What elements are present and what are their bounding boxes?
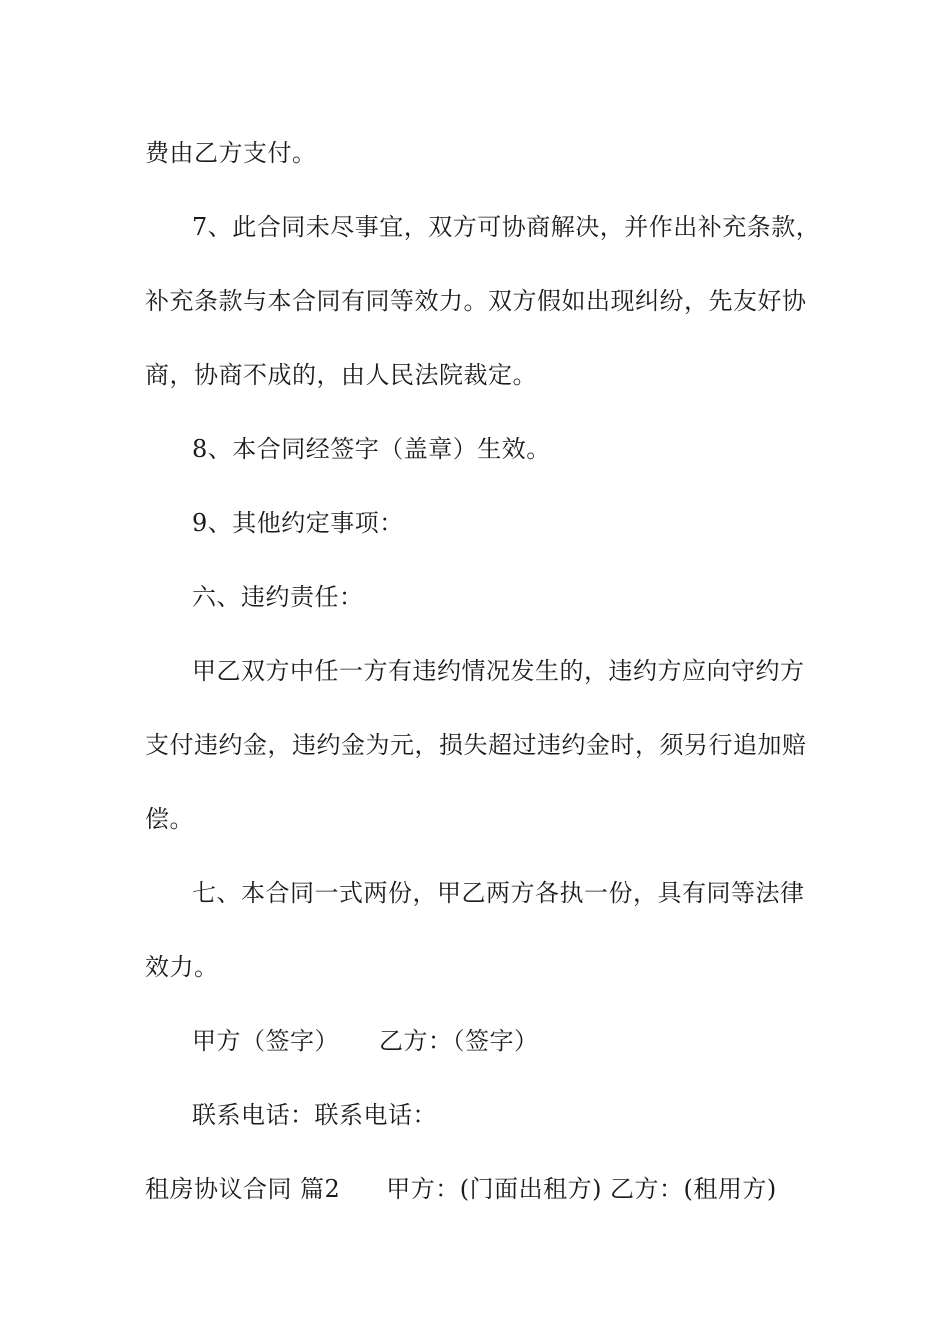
clause-7-line: 7、此合同未尽事宜，双方可协商解决，并作出补充条款， <box>192 213 821 241</box>
signature-line <box>192 1026 539 1056</box>
clause-8-line: 8、本合同经签字（盖章）生效。 <box>192 435 551 463</box>
clause-7-line: 补充条款与本合同有同等效力。双方假如出现纠纷，先友好协 <box>145 287 807 315</box>
lessor-label: 甲方：(门面出租方) <box>386 1175 603 1203</box>
section-heading: 六、违约责任： <box>192 583 364 611</box>
section-label: 篇2 <box>300 1175 341 1203</box>
copies-paragraph-line: 七、本合同一式两份，甲乙两方各执一份，具有同等法律 <box>192 879 805 907</box>
next-contract-heading <box>145 1174 777 1204</box>
contract-title: 租房协议合同 <box>145 1175 292 1203</box>
copies-paragraph-line: 效力。 <box>145 953 219 981</box>
paragraph-line: 费由乙方支付。 <box>145 139 317 167</box>
party-b-signature: 乙方：（签字） <box>379 1027 539 1055</box>
clause-9-line: 9、其他约定事项： <box>192 509 404 537</box>
party-a-signature: 甲方（签字） <box>192 1027 339 1055</box>
contact-line: 联系电话：联系电话： <box>192 1101 437 1129</box>
lessee-label: 乙方：(租用方) <box>610 1175 777 1203</box>
breach-paragraph-line: 偿。 <box>145 805 194 833</box>
breach-paragraph-line: 支付违约金，违约金为元，损失超过违约金时，须另行追加赔 <box>145 731 807 759</box>
breach-paragraph-line: 甲乙双方中任一方有违约情况发生的，违约方应向守约方 <box>192 657 805 685</box>
clause-7-line: 商，协商不成的，由人民法院裁定。 <box>145 361 537 389</box>
